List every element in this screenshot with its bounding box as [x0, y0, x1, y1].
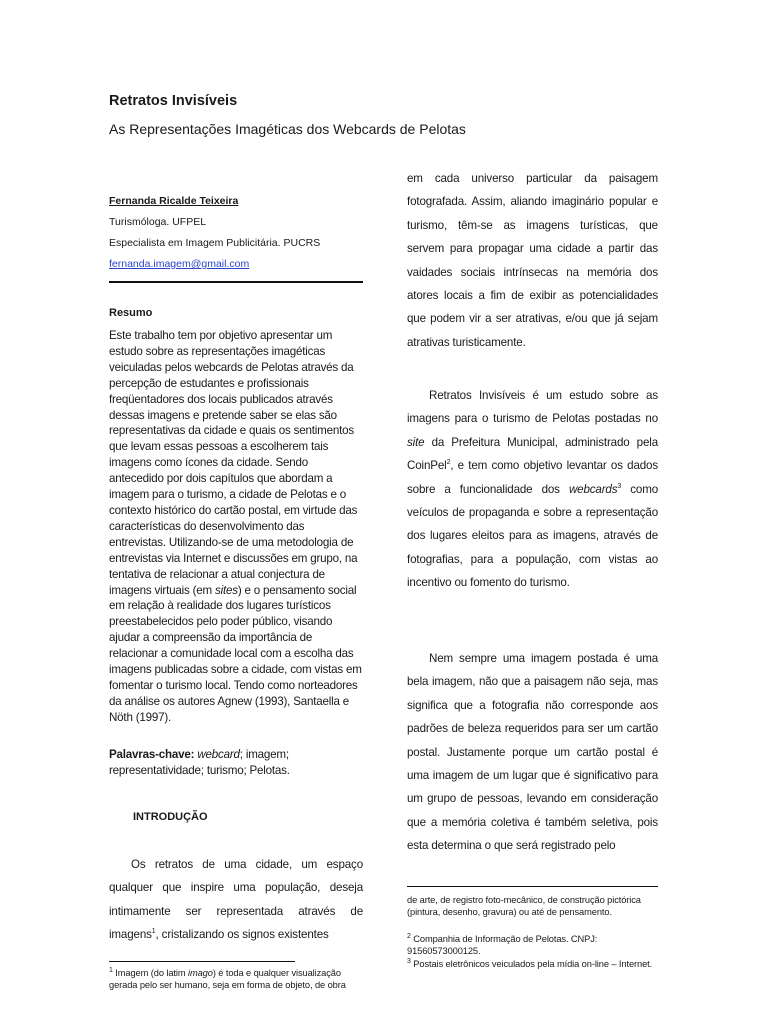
footnote-1 — [109, 967, 365, 992]
abstract-text-b: ) e o pensamento social em relação à realidade dos lugares turísticos preestabelecidos pelo poder público, visando ajudar a compreensão da importância de relacionar a comunidade local com a escolha das imagens publicadas sobre a cidade, com vistas em fomentar o turismo local. Tendo como norteadores da análise os autores Agnew (1993), Santaella e Nöth (1997). — [109, 583, 362, 724]
footnote-ref-3[interactable]: 3 — [617, 482, 622, 490]
footnote-2 — [407, 933, 658, 958]
author-email-link[interactable]: fernanda.imagem@gmail.com — [109, 258, 250, 270]
introduction-heading: INTRODUÇÃO — [133, 811, 208, 823]
right-p2-italic-site: site — [407, 435, 425, 449]
footnote-1-continued: de arte, de registro foto-mecânico, de construção pictórica (pintura, desenho, gravura) ou até de pensamento. — [407, 895, 641, 918]
footnote-divider-right — [407, 886, 658, 887]
keywords-label: Palavras-chave: — [109, 748, 195, 761]
right-paragraph-2 — [407, 384, 658, 595]
abstract-text — [109, 328, 363, 726]
footnote-3-number: 3 — [407, 957, 411, 965]
author-affiliation-1: Turismóloga. UFPEL — [109, 216, 207, 228]
right-p2-text-b: da Prefeitura Municipal, administrado pela CoinPel — [407, 435, 658, 473]
right-p2-text-a: Retratos Invisíveis é um estudo sobre as imagens para o turismo de Pelotas postadas no — [407, 389, 658, 426]
intro-text-a: Os retratos de uma cidade, um espaço qualquer que inspire uma população, deseja intimamente ser representada através de imagens — [109, 858, 363, 942]
right-p2-text-c: , e tem como objetivo levantar os dados sobre a funcionalidade dos — [407, 459, 658, 496]
right-p2-text-d: como veículos de propaganda e sobre a representação dos lugares eleitos para as imagens, através de fotografias, para a população, com vistas ao incentivo ou fomento do turismo. — [407, 482, 658, 590]
header-divider — [109, 281, 363, 283]
abstract-italic-sites: sites — [214, 583, 238, 597]
footnote-1-text-b: ) é toda e qualquer visualização gerada pelo ser humano, seja em forma de objeto, de obra — [109, 968, 346, 991]
keywords-rest: ; imagem; representatividade; turismo; Pelotas. — [109, 748, 290, 777]
intro-text-b: , cristalizando os signos existentes — [155, 928, 329, 942]
paper-subtitle: As Representações Imagéticas dos Webcards de Pelotas — [109, 121, 466, 137]
footnote-divider-left — [109, 961, 295, 962]
footnote-ref-1[interactable]: 1 — [151, 928, 156, 936]
right-p2-italic-webcards: webcards — [568, 482, 618, 496]
paper-title: Retratos Invisíveis — [109, 93, 238, 109]
abstract-heading: Resumo — [109, 307, 153, 319]
keywords — [109, 747, 363, 779]
footnote-ref-2[interactable]: 2 — [446, 459, 451, 467]
author-name: Fernanda Ricalde Teixeira — [109, 195, 239, 207]
keywords-italic: webcard — [197, 748, 240, 761]
footnote-1-text-a: Imagem (do latim — [112, 968, 188, 978]
abstract-text-a: Este trabalho tem por objetivo apresentar um estudo sobre as representações imagéticas veiculadas pelos webcards de Pelotas através da percepção de estudantes e profissionais freqüentadores dos locais publicados através dessas imagens e pretende saber se elas são representativas da cidade e quais os sentimentos que levam essas pessoas a escolherem tais imagens como ícones da cidade. Sendo antecedido por dois capítulos que abordam a imagem para o turismo, a cidade de Pelotas e o contexto histórico do cartão postal, em virtude das características do desenvolvimento das entrevistas. Utilizando-se de uma metodologia de entrevistas via Internet e discussões em grupo, na tentativa de relacionar a atual conjectura de imagens virtuais (em — [109, 329, 358, 597]
right-paragraph-1: em cada universo particular da paisagem fotografada. Assim, aliando imaginário popular e turismo, têm-se as imagens turísticas, que servem para propagar uma cidade a partir das vaidades sociais intrínsecas na memória dos atores locais a fim de exibir as potencialidades que podem vir a ser atrativas, e/ou que já sejam atrativas turisticamente. — [407, 172, 658, 349]
footnote-2-number: 2 — [407, 932, 411, 940]
author-affiliation-2: Especialista em Imagem Publicitária. PUCRS — [109, 237, 321, 249]
footnote-3 — [407, 958, 658, 970]
footnote-1-italic: imago — [187, 968, 213, 978]
intro-paragraph — [109, 853, 363, 947]
right-paragraph-3: Nem sempre uma imagem postada é uma bela imagem, não que a paisagem não seja, mas significa que a fotografia não corresponde aos padrões de beleza requeridos para ser um cartão postal. Justamente porque um cartão postal é uma imagem de um lugar que é significativo para um grupo de pessoas, levando em consideração que a memória coletiva é também seletiva, pois esta determina o que será registrado pelo — [407, 652, 658, 853]
footnote-2-text: Companhia de Informação de Pelotas. CNPJ: 91560573000125. — [407, 934, 598, 957]
footnote-3-text: Postais eletrônicos veiculados pela mídia on-line – Internet. — [410, 959, 653, 969]
footnote-1-number: 1 — [109, 966, 113, 974]
